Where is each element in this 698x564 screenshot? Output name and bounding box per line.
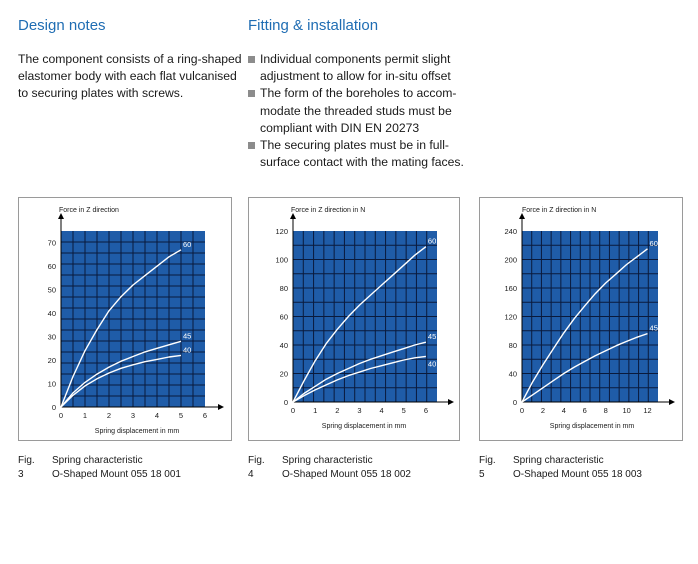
x-tick-label: 6 <box>423 406 429 415</box>
bullet-item <box>248 85 478 137</box>
x-tick-label: 2 <box>540 406 546 415</box>
x-tick-label: 4 <box>561 406 566 415</box>
caption-line: Spring characteristic <box>282 455 373 466</box>
y-tick-label: 20 <box>279 369 288 379</box>
x-axis-arrow-icon <box>669 399 675 405</box>
series-label-60: 60 <box>183 239 192 249</box>
x-axis-title: Spring displacement in mm <box>94 428 180 435</box>
series-label-40: 40 <box>427 359 437 369</box>
y-tick-label: 200 <box>504 255 517 265</box>
figure-number: Fig. 4 <box>248 455 265 480</box>
bullet-item <box>248 51 478 85</box>
y-axis-title: Force in Z direction <box>59 207 119 214</box>
y-tick-label: 100 <box>275 255 288 265</box>
y-tick-label: 40 <box>508 369 517 379</box>
x-tick-label: 4 <box>154 411 160 420</box>
y-tick-label: 70 <box>47 238 56 248</box>
y-tick-label: 20 <box>47 356 56 366</box>
bullet-line: The securing plates must be in full- <box>260 138 449 153</box>
series-label-45: 45 <box>649 323 658 333</box>
x-tick-label: 0 <box>290 406 296 415</box>
chart-panel-fig5 <box>479 197 683 441</box>
y-tick-label: 240 <box>504 227 517 236</box>
x-axis-title: Spring displacement in mm <box>321 423 407 430</box>
x-axis-title: Spring displacement in mm <box>549 423 635 430</box>
x-axis-arrow-icon <box>448 399 454 405</box>
bullet-line: The form of the boreholes to accom- <box>260 86 457 101</box>
y-tick-label: 80 <box>508 341 517 350</box>
fitting-bullet-list <box>248 51 478 171</box>
y-tick-label: 160 <box>504 284 517 293</box>
x-tick-label: 5 <box>178 411 184 420</box>
x-tick-label: 0 <box>519 406 525 415</box>
square-bullet-icon <box>248 142 255 149</box>
figure-number: Fig. 5 <box>479 455 496 480</box>
caption-text <box>513 454 642 482</box>
y-tick-label: 50 <box>47 285 56 295</box>
y-tick-label: 80 <box>279 284 288 293</box>
bullet-line: Individual components permit slight <box>260 52 451 66</box>
y-tick-label: 120 <box>504 312 517 322</box>
series-label-45: 45 <box>427 332 437 342</box>
y-tick-label: 30 <box>47 332 56 342</box>
bullet-item <box>248 137 478 171</box>
design-text-line: to securing plates with screws. <box>18 86 184 101</box>
series-label-60: 60 <box>649 238 658 248</box>
bullet-line: modate the threaded studs must be <box>260 103 452 118</box>
caption-line: O-Shaped Mount 055 18 003 <box>513 469 642 480</box>
caption-line: O-Shaped Mount 055 18 001 <box>52 469 181 480</box>
x-tick-label: 2 <box>106 411 112 420</box>
x-tick-label: 6 <box>202 411 208 420</box>
design-notes-text <box>18 51 243 103</box>
y-tick-label: 120 <box>275 227 288 236</box>
x-axis-arrow-icon <box>218 404 224 410</box>
x-tick-label: 3 <box>130 411 136 420</box>
y-tick-label: 40 <box>279 341 288 350</box>
x-tick-label: 1 <box>313 406 318 415</box>
y-tick-label: 60 <box>279 312 288 322</box>
fitting-heading: Fitting & installation <box>248 17 379 34</box>
bullet-line: compliant with DIN EN 20273 <box>260 120 420 135</box>
y-axis-title: Force in Z direction in N <box>522 207 597 214</box>
y-tick-label: 0 <box>51 403 56 412</box>
square-bullet-icon <box>248 56 255 63</box>
caption-text <box>282 454 411 482</box>
y-tick-label: 10 <box>47 379 56 389</box>
y-tick-label: 40 <box>47 309 56 319</box>
x-tick-label: 0 <box>58 411 64 420</box>
x-tick-label: 12 <box>643 406 652 415</box>
x-tick-label: 6 <box>582 406 587 415</box>
spring-chart-fig5 <box>480 198 684 442</box>
square-bullet-icon <box>248 90 255 97</box>
design-text-line: elastomer body with each flat vulcanised <box>18 69 237 84</box>
caption-text <box>52 454 181 482</box>
spring-chart-fig3 <box>19 198 233 442</box>
y-tick-label: 60 <box>47 262 56 272</box>
x-tick-label: 2 <box>335 406 340 415</box>
x-tick-label: 3 <box>357 406 362 415</box>
x-tick-label: 4 <box>379 406 384 415</box>
x-tick-label: 10 <box>622 406 631 415</box>
series-label-60: 60 <box>427 236 437 246</box>
x-tick-label: 1 <box>82 411 88 420</box>
series-label-45: 45 <box>183 331 192 341</box>
design-notes-heading: Design notes <box>18 17 106 34</box>
y-axis-title: Force in Z direction in N <box>291 207 366 214</box>
y-tick-label: 0 <box>512 398 517 407</box>
design-text-line: The component consists of a ring-shaped <box>18 52 242 66</box>
y-tick-label: 0 <box>283 398 288 407</box>
bullet-line: surface contact with the mating faces. <box>260 155 464 170</box>
bullet-line: adjustment to allow for in-situ offset <box>260 69 451 84</box>
series-label-40: 40 <box>183 345 192 355</box>
spring-chart-fig4 <box>249 198 461 442</box>
figure-number: Fig. 3 <box>18 455 35 480</box>
caption-line: Spring characteristic <box>513 455 604 466</box>
x-tick-label: 5 <box>401 406 406 415</box>
caption-line: O-Shaped Mount 055 18 002 <box>282 469 411 480</box>
chart-panel-fig4 <box>248 197 460 441</box>
x-tick-label: 8 <box>603 406 608 415</box>
caption-line: Spring characteristic <box>52 455 143 466</box>
chart-panel-fig3 <box>18 197 232 441</box>
